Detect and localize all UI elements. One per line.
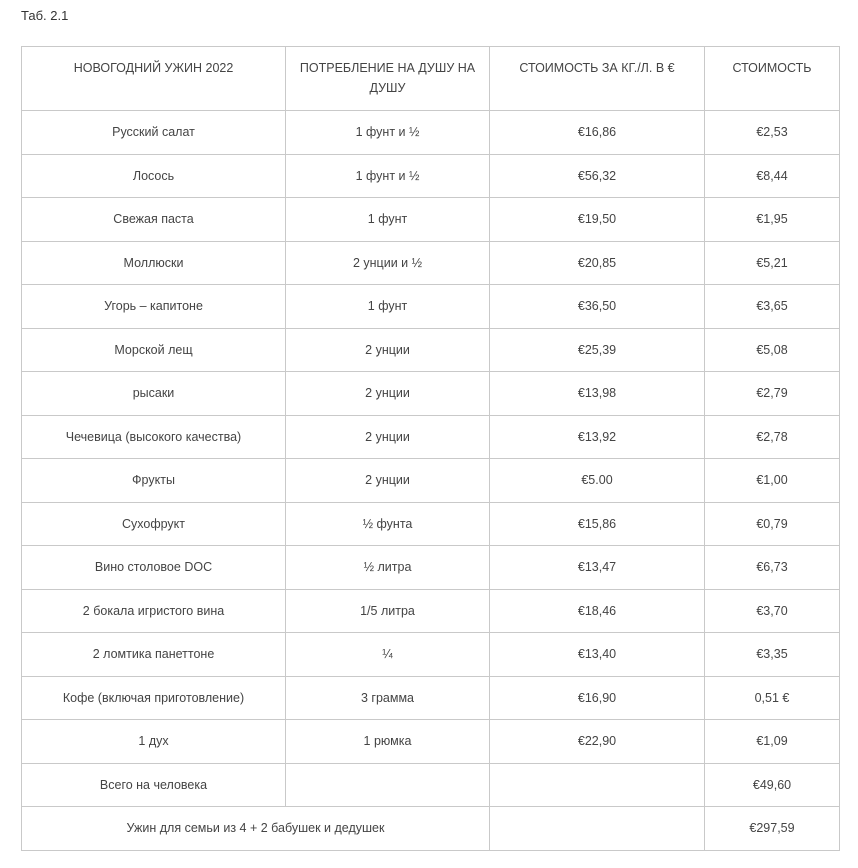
family-total-row [22, 807, 840, 851]
cell-dish: Свежая паста [22, 198, 286, 242]
cell-consumption: 1 фунт [286, 285, 490, 329]
table-row [22, 154, 840, 198]
cell-dish: 2 бокала игристого вина [22, 589, 286, 633]
cell-cost: €8,44 [705, 154, 840, 198]
table-row [22, 502, 840, 546]
cell-dish: 2 ломтика панеттоне [22, 633, 286, 677]
family-total-label: Ужин для семьи из 4 + 2 бабушек и дедушек [22, 807, 490, 851]
cell-dish: Сухофрукт [22, 502, 286, 546]
cell-consumption: 2 унции [286, 459, 490, 503]
cell-dish: Фрукты [22, 459, 286, 503]
cell-cost: €3,65 [705, 285, 840, 329]
cell-price-per-unit: €13,92 [490, 415, 705, 459]
cell-dish: 1 дух [22, 720, 286, 764]
table-row [22, 415, 840, 459]
cell-price-per-unit: €36,50 [490, 285, 705, 329]
table-row [22, 589, 840, 633]
cell-consumption: ½ литра [286, 546, 490, 590]
cell-dish: Русский салат [22, 111, 286, 155]
cell-cost: €5,08 [705, 328, 840, 372]
cell-consumption: 1 фунт и ½ [286, 111, 490, 155]
cell-cost: €3,35 [705, 633, 840, 677]
cell-cost: €1,95 [705, 198, 840, 242]
cell-cost: €0,79 [705, 502, 840, 546]
cell-price-per-unit: €16,86 [490, 111, 705, 155]
total-per-person-row [22, 763, 840, 807]
cell-cost: €5,21 [705, 241, 840, 285]
table-row [22, 111, 840, 155]
table-row [22, 328, 840, 372]
table-row [22, 546, 840, 590]
cell-consumption: 2 унции и ½ [286, 241, 490, 285]
column-header-consumption: ПОТРЕБЛЕНИЕ НА ДУШУ НА ДУШУ [286, 47, 490, 111]
cell-dish: рысаки [22, 372, 286, 416]
cell-cost: 0,51 € [705, 676, 840, 720]
cell-price-per-unit: €18,46 [490, 589, 705, 633]
cell-consumption: 1 фунт и ½ [286, 154, 490, 198]
cell-consumption: 2 унции [286, 415, 490, 459]
total-per-person-label: Всего на человека [22, 763, 286, 807]
empty-cell [490, 807, 705, 851]
total-per-person-value: €49,60 [705, 763, 840, 807]
cell-price-per-unit: €16,90 [490, 676, 705, 720]
table-row [22, 198, 840, 242]
table-row [22, 720, 840, 764]
cell-cost: €2,78 [705, 415, 840, 459]
cell-price-per-unit: €13,47 [490, 546, 705, 590]
cell-cost: €2,79 [705, 372, 840, 416]
cell-price-per-unit: €25,39 [490, 328, 705, 372]
empty-cell [490, 763, 705, 807]
cell-consumption: 2 унции [286, 372, 490, 416]
cell-price-per-unit: €13,98 [490, 372, 705, 416]
cell-consumption: 1/5 литра [286, 589, 490, 633]
table-row [22, 633, 840, 677]
family-total-value: €297,59 [705, 807, 840, 851]
cell-consumption: 3 грамма [286, 676, 490, 720]
cell-consumption: ½ фунта [286, 502, 490, 546]
cell-cost: €1,09 [705, 720, 840, 764]
cell-price-per-unit: €22,90 [490, 720, 705, 764]
cell-cost: €3,70 [705, 589, 840, 633]
cell-dish: Вино столовое DOC [22, 546, 286, 590]
cell-price-per-unit: €5.00 [490, 459, 705, 503]
empty-cell [286, 763, 490, 807]
cell-cost: €1,00 [705, 459, 840, 503]
cell-price-per-unit: €13,40 [490, 633, 705, 677]
cell-dish: Чечевица (высокого качества) [22, 415, 286, 459]
cell-consumption: ¼ [286, 633, 490, 677]
column-header-price-per-unit: СТОИМОСТЬ ЗА КГ./Л. В € [490, 47, 705, 111]
cell-consumption: 1 рюмка [286, 720, 490, 764]
cell-consumption: 1 фунт [286, 198, 490, 242]
cell-dish: Угорь – капитоне [22, 285, 286, 329]
table-row [22, 676, 840, 720]
cell-cost: €2,53 [705, 111, 840, 155]
table-header-row [22, 47, 840, 111]
cell-cost: €6,73 [705, 546, 840, 590]
cell-dish: Лосось [22, 154, 286, 198]
table-row [22, 241, 840, 285]
table-row [22, 459, 840, 503]
column-header-cost: СТОИМОСТЬ [705, 47, 840, 111]
cell-dish: Морской лещ [22, 328, 286, 372]
table-caption: Таб. 2.1 [21, 8, 69, 23]
dinner-cost-table [21, 46, 840, 851]
cell-price-per-unit: €56,32 [490, 154, 705, 198]
cell-price-per-unit: €19,50 [490, 198, 705, 242]
cell-dish: Моллюски [22, 241, 286, 285]
cell-price-per-unit: €15,86 [490, 502, 705, 546]
table-row [22, 285, 840, 329]
column-header-dish: НОВОГОДНИЙ УЖИН 2022 [22, 47, 286, 111]
cell-dish: Кофе (включая приготовление) [22, 676, 286, 720]
table-row [22, 372, 840, 416]
cell-price-per-unit: €20,85 [490, 241, 705, 285]
cell-consumption: 2 унции [286, 328, 490, 372]
